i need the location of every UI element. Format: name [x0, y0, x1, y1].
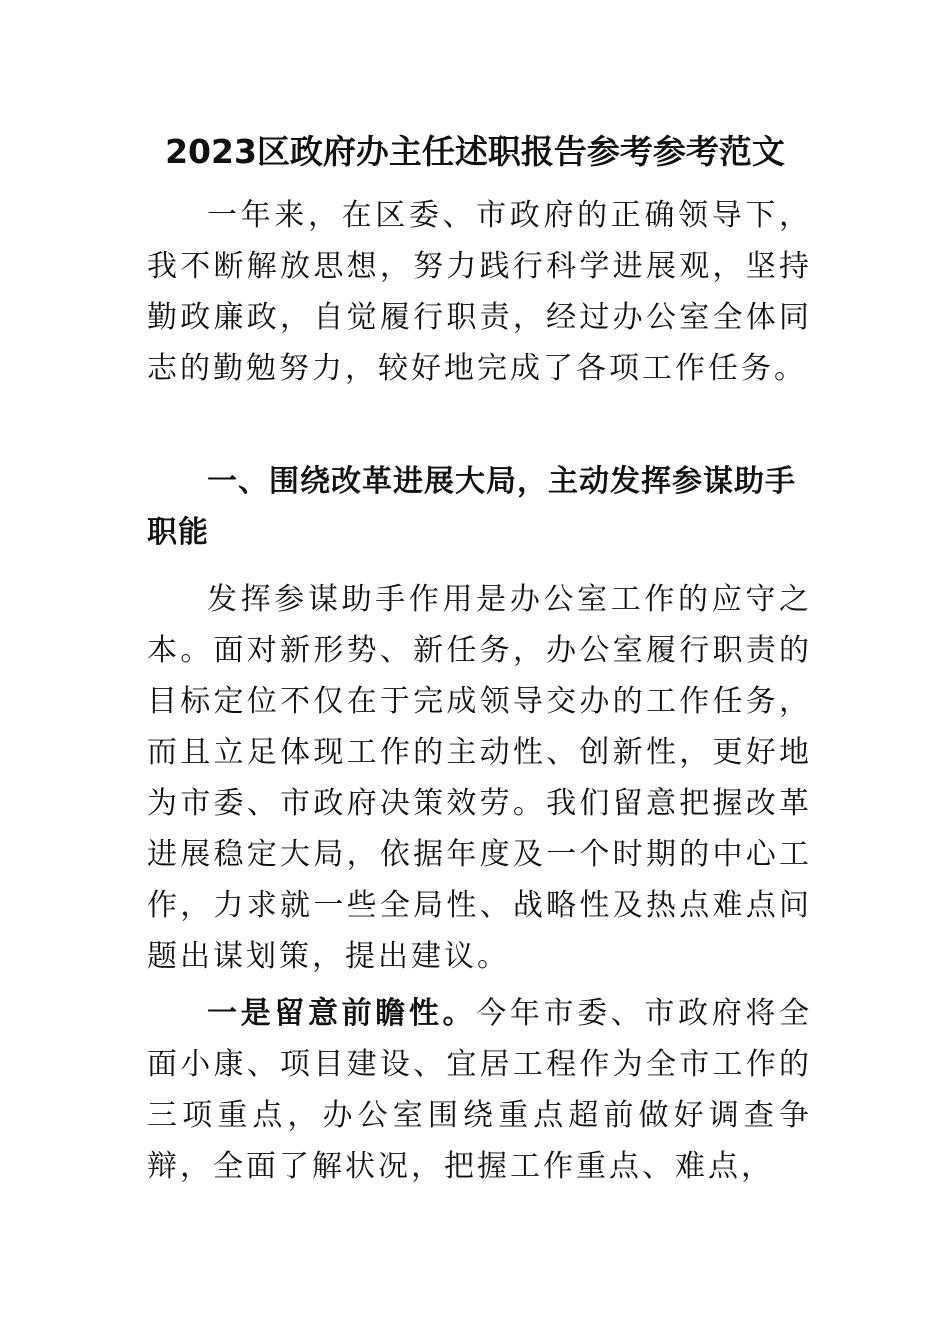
point-text: 今年市委、市政府将全面小康、项目建设、宜居工程作为全市工作的三项重点，办公室围绕重点超前做好调查争辩，全面了解状况，把握工作重点、难点， — [147, 996, 813, 1184]
document-title: 2023区政府办主任述职报告参考参考范文 — [165, 132, 785, 171]
intro-paragraph: 一年来，在区委、市政府的正确领导下，我不断解放思想，努力践行科学进展观，坚持勤政廉政，自觉履行职责，经过办公室全体同志的勤勉努力，较好地完成了各项工作任务。 — [147, 198, 812, 386]
point-paragraph — [147, 988, 812, 1192]
point-lead: 一是留意前瞻性。 — [207, 996, 477, 1031]
section-paragraph: 发挥参谋助手作用是办公室工作的应守之本。面对新形势、新任务，办公室履行职责的目标定位不仅在于完成领导交办的工作任务，而且立足体现工作的主动性、创新性，更好地为市委、市政府决策效劳。我们留意把握改革进展稳定大局，依据年度及一个时期的中心工作，力求就一些全局性、战略性及热点难点问题出谋划策，提出建议。 — [147, 582, 812, 974]
section-heading: 一、围绕改革进展大局，主动发挥参谋助手职能 — [147, 464, 796, 550]
